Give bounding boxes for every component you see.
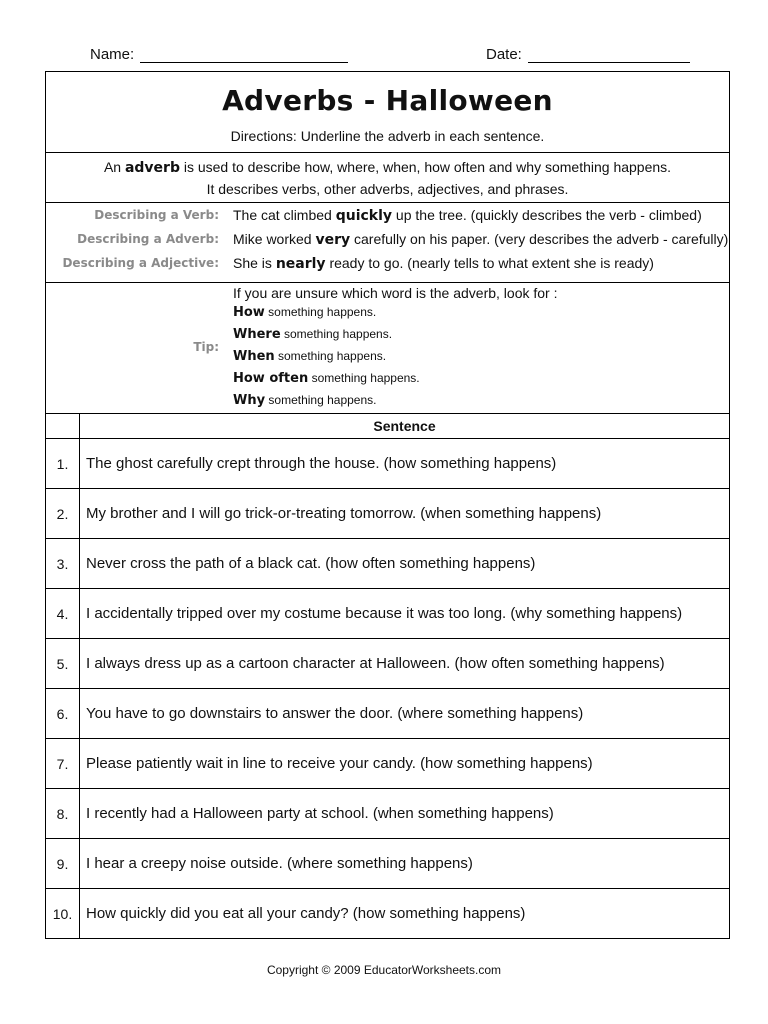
row-number: 7. [46,739,80,789]
row-number: 8. [46,789,80,839]
tip-item-why [233,393,377,408]
row-number: 2. [46,489,80,539]
tip-keyword: Where [233,327,281,342]
copyright-footer: Copyright © 2009 EducatorWorksheets.com [266,963,502,977]
table-row [46,889,729,939]
tip-item-where [233,327,392,342]
worksheet-title: Adverbs - Halloween [222,84,553,117]
date-blank-line[interactable] [528,47,690,63]
number-column-header [46,414,80,439]
directions: Directions: Underline the adverb in each sentence. [230,128,545,144]
row-number: 9. [46,839,80,889]
sentence-text[interactable]: I hear a creepy noise outside. (where something happens) [80,839,730,889]
sentence-text[interactable]: I recently had a Halloween party at school. (when something happens) [80,789,730,839]
example-pre: Mike worked [233,231,316,247]
example-keyword: quickly [335,208,393,224]
table-row [46,489,729,539]
example-verb [46,205,729,229]
example-adjective [46,253,729,277]
sentence-text[interactable]: How quickly did you eat all your candy? (how something happens) [80,889,730,939]
definition-line-1 [46,157,729,179]
example-text [233,207,702,224]
table-header-row [46,414,729,439]
sentence-text[interactable]: Never cross the path of a black cat. (how often something happens) [80,539,730,589]
example-label: Describing a Verb: [94,208,219,222]
table-row [46,589,729,639]
tip-keyword: When [233,349,275,364]
example-keyword: very [315,232,351,248]
table-row [46,689,729,739]
row-number: 6. [46,689,80,739]
definition-text: is used to describe how, where, when, how often and why something happens. [179,159,672,175]
table-row [46,539,729,589]
example-adverb [46,229,729,253]
table-row [46,839,729,889]
definition-text: An [103,159,125,175]
row-number: 5. [46,639,80,689]
date-label: Date: [486,46,522,63]
tip-intro: If you are unsure which word is the adverb, look for : [233,285,558,301]
definition-section [46,153,729,203]
examples-section [46,203,729,283]
sentence-table [46,414,729,938]
table-row [46,439,729,489]
tip-keyword: How [233,305,265,320]
row-number: 4. [46,589,80,639]
example-keyword: nearly [275,256,326,272]
example-text [233,231,728,248]
row-number: 3. [46,539,80,589]
sentence-text[interactable]: You have to go downstairs to answer the door. (where something happens) [80,689,730,739]
sentence-column-header: Sentence [373,418,436,434]
sentence-text[interactable]: I always dress up as a cartoon character at Halloween. (how often something happens) [80,639,730,689]
name-blank-line[interactable] [140,47,348,63]
sentence-text[interactable]: Please patiently wait in line to receive your candy. (how something happens) [80,739,730,789]
table-row [46,789,729,839]
name-field[interactable] [90,46,348,63]
example-label: Describing a Adverb: [77,232,219,246]
example-text [233,255,654,272]
row-number: 10. [46,889,80,939]
example-post: carefully on his paper. (very describes the adverb - carefully) [350,231,729,247]
tip-item-how [233,305,376,320]
example-post: up the tree. (quickly describes the verb - climbed) [392,207,702,223]
tip-item-when [233,349,386,364]
worksheet [45,71,730,939]
definition-line-2: It describes verbs, other adverbs, adjectives, and phrases. [206,181,569,197]
title-section [46,72,729,153]
tip-keyword: Why [233,393,266,408]
tip-item-text: something happens. [274,349,387,363]
sentence-text[interactable]: My brother and I will go trick-or-treating tomorrow. (when something happens) [80,489,730,539]
name-label: Name: [90,46,135,63]
row-number: 1. [46,439,80,489]
tip-item-how-often [233,371,420,386]
table-row [46,639,729,689]
table-row [46,739,729,789]
example-label: Describing a Adjective: [62,256,219,270]
date-field[interactable] [486,46,690,63]
sentence-text[interactable]: The ghost carefully crept through the house. (how something happens) [80,439,730,489]
tip-item-text: something happens. [280,327,393,341]
tip-label: Tip: [193,340,219,354]
sentence-table-section [46,414,729,938]
tip-keyword: How often [233,371,309,386]
tip-item-text: something happens. [265,393,377,407]
example-pre: The cat climbed [233,207,336,223]
tip-item-text: something happens. [308,371,420,385]
adverb-keyword: adverb [124,160,180,176]
tip-section [46,283,729,414]
example-pre: She is [233,255,276,271]
tip-item-text: something happens. [264,305,377,319]
sentence-text[interactable]: I accidentally tripped over my costume because it was too long. (why something happens) [80,589,730,639]
example-post: ready to go. (nearly tells to what extent she is ready) [325,255,654,271]
